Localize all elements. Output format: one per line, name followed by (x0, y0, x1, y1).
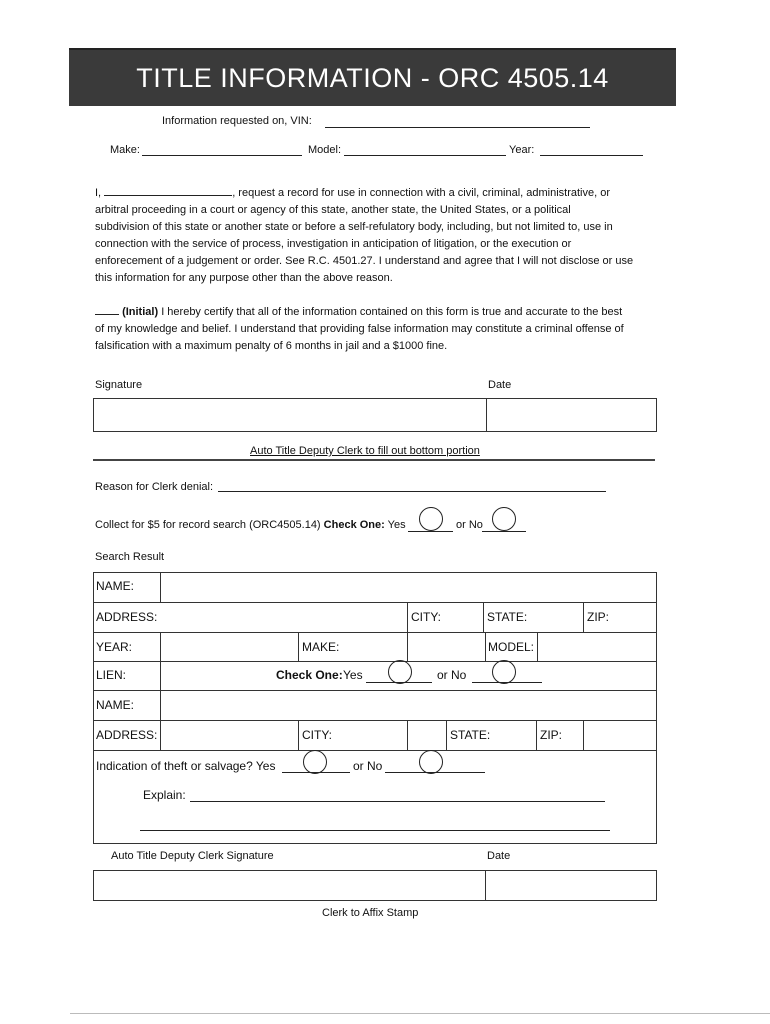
certify-line-1: I hereby certify that all of the information contained on this form is true and accurate to the best (161, 306, 623, 318)
cell-divider (298, 632, 299, 661)
row-line (93, 720, 656, 721)
results-table (93, 572, 657, 844)
make-field[interactable] (142, 155, 302, 156)
lien-yes-line (366, 682, 432, 683)
requester-name-field[interactable] (104, 183, 232, 196)
address-label: ADDRESS: (96, 610, 158, 624)
certify-line-2: of my knowledge and belief. I understand that providing false information may constitute a criminal offense of (95, 323, 624, 335)
collect-check-one: Check One: (323, 519, 385, 531)
theft-no-radio[interactable] (419, 750, 443, 774)
cell-divider (160, 661, 161, 690)
cell-divider (160, 632, 161, 661)
explain-field[interactable] (190, 801, 605, 802)
cell-divider (407, 632, 408, 661)
state2-label: STATE: (450, 728, 491, 742)
row-line (93, 690, 656, 691)
lien-label: LIEN: (96, 668, 127, 682)
request-line-1: , request a record for use in connection with a civil, criminal, administrative, or (232, 187, 611, 199)
vin-label: Information requested on, VIN: (162, 115, 312, 127)
row-line (93, 632, 656, 633)
explain-label: Explain: (143, 788, 186, 802)
name2-label: NAME: (96, 698, 135, 712)
clerk-signature-box[interactable] (93, 870, 657, 901)
model-field[interactable] (344, 155, 506, 156)
collect-no-radio[interactable] (492, 507, 516, 531)
row-line (93, 661, 656, 662)
cell-divider (407, 602, 408, 632)
clerk-signature-label: Auto Title Deputy Clerk Signature (111, 850, 274, 862)
initial-field[interactable] (95, 302, 119, 315)
form-title: TITLE INFORMATION - ORC 4505.14 (136, 62, 609, 93)
request-line-5: enforecement of a judgement or order. See R.C. 4501.27. I understand and agree that I will not disclose or use (95, 255, 634, 267)
collect-yes-line (408, 531, 453, 532)
collect-no-line (482, 531, 526, 532)
name-label: NAME: (96, 579, 135, 593)
lien-yes: Yes (343, 668, 363, 682)
request-line-6: this information for any purpose other than the above reason. (95, 272, 393, 284)
search-result-label: Search Result (95, 551, 165, 563)
request-line-4: connection with the service of process, investigation in anticipation of litigation, or the execution or (95, 238, 572, 250)
cell-divider (583, 602, 584, 632)
signature-date-divider (486, 398, 487, 431)
zip2-label: ZIP: (540, 728, 563, 742)
request-line-2: arbitral proceeding in a court or agency of this state, another state, the United States, or a political (95, 204, 571, 216)
city2-label: CITY: (302, 728, 333, 742)
lien-or-no: or No (437, 668, 467, 682)
state-label: STATE: (487, 610, 528, 624)
lien-no-radio[interactable] (492, 660, 516, 684)
year-label: Year: (509, 144, 535, 156)
lien-check-one: Check One: (276, 668, 343, 682)
date-label: Date (488, 379, 512, 391)
city-label: CITY: (411, 610, 442, 624)
cell-divider (298, 720, 299, 750)
footer-date-label: Date (487, 850, 511, 862)
denial-field[interactable] (218, 491, 606, 492)
denial-label: Reason for Clerk denial: (95, 481, 214, 493)
clerk-date-divider (485, 870, 486, 900)
cell-divider (485, 632, 486, 661)
row-line (93, 750, 656, 751)
page-edge-line (70, 1013, 770, 1014)
signature-box[interactable] (93, 398, 657, 432)
cell-divider (583, 720, 584, 750)
request-prefix: I, (95, 187, 102, 199)
clerk-heading: Auto Title Deputy Clerk to fill out bottom portion (250, 445, 480, 457)
collect-yes: Yes (387, 519, 406, 531)
signature-label: Signature (95, 379, 143, 391)
collect-or-no: or No (456, 519, 483, 531)
cell-divider (407, 720, 408, 750)
cell-divider (160, 690, 161, 720)
cell-divider (446, 720, 447, 750)
theft-yes-radio[interactable] (303, 750, 327, 774)
cell-divider (536, 720, 537, 750)
year-cell-label: YEAR: (96, 640, 133, 654)
model-cell-label: MODEL: (488, 640, 535, 654)
make-label: Make: (110, 144, 140, 156)
make-cell-label: MAKE: (302, 640, 340, 654)
explain-field-2[interactable] (140, 830, 610, 831)
model-label: Model: (308, 144, 342, 156)
request-line-3: subdivision of this state or another state or before a self-refulatory body, including, but not limited to, use in (95, 221, 613, 233)
cell-divider (160, 720, 161, 750)
section-divider (93, 459, 655, 461)
certify-paragraph (95, 302, 665, 355)
cell-divider (483, 602, 484, 632)
title-banner (69, 48, 676, 106)
theft-or-no: or No (353, 759, 383, 773)
vin-field[interactable] (325, 127, 590, 128)
cell-divider (537, 632, 538, 661)
address2-label: ADDRESS: (96, 728, 158, 742)
lien-no-line (472, 682, 542, 683)
zip-label: ZIP: (587, 610, 610, 624)
certify-line-3: falsification with a maximum penalty of 6 months in jail and a $1000 fine. (95, 340, 448, 352)
collect-text: Collect for $5 for record search (ORC4505.14) (95, 519, 321, 531)
initial-label: (Initial) (122, 306, 159, 318)
collect-row (95, 517, 406, 534)
stamp-label: Clerk to Affix Stamp (322, 907, 419, 919)
lien-yes-radio[interactable] (388, 660, 412, 684)
request-paragraph (95, 183, 665, 287)
cell-divider (160, 572, 161, 602)
collect-yes-radio[interactable] (419, 507, 443, 531)
row-line (93, 602, 656, 603)
year-field[interactable] (540, 155, 643, 156)
theft-label: Indication of theft or salvage? Yes (96, 759, 276, 773)
